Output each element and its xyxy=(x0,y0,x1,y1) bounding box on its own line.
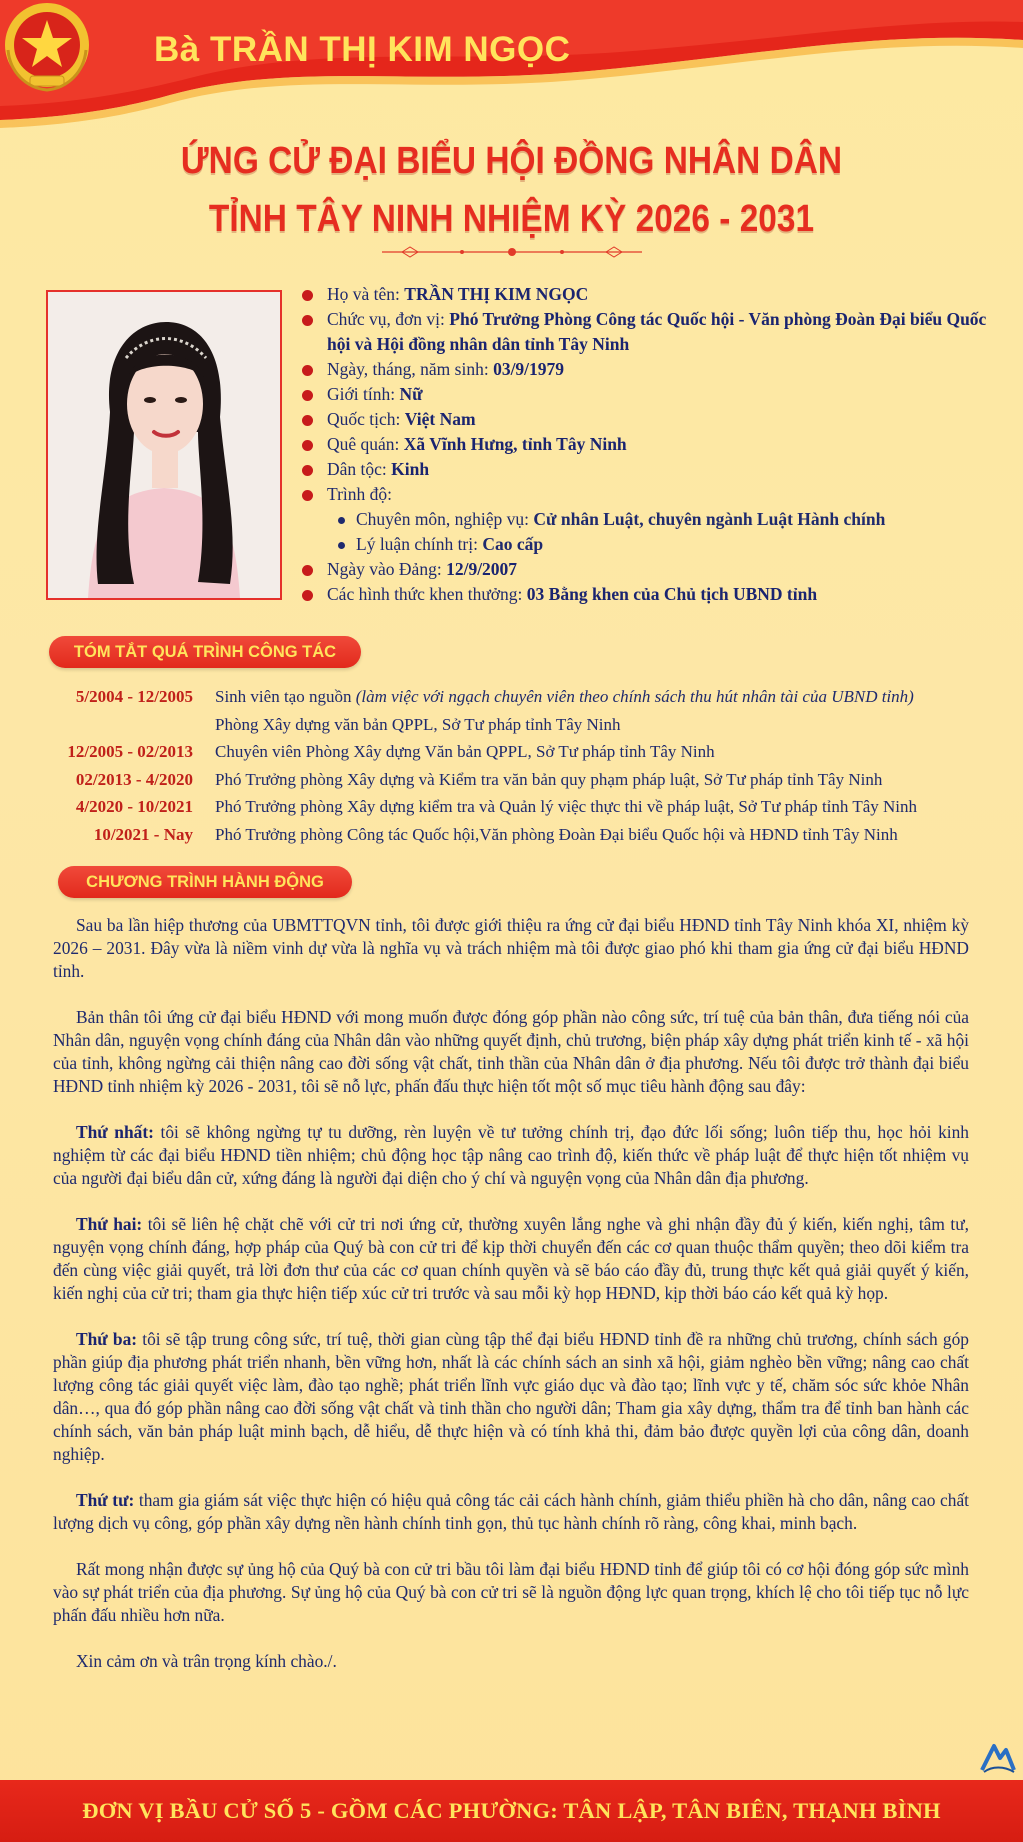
info-full-name: Họ và tên: TRẦN THỊ KIM NGỌC xyxy=(300,282,1000,307)
action-program-heading: CHƯƠNG TRÌNH HÀNH ĐỘNG xyxy=(58,866,352,898)
national-emblem-icon xyxy=(0,0,94,94)
red-dot-bullet-icon xyxy=(302,365,313,376)
paragraph-appeal: Rất mong nhận được sự ủng hộ của Quý bà con cử tri bầu tôi làm đại biểu HĐND tỉnh để giúp tôi có cơ hội đóng góp sức mình vào sự phát triển của địa phương. Sự ủng hộ của Quý bà con cử tri sẽ là nguồn động lực quan trọng, khích lệ cho tôi tiếp tục nỗ lực phấn đấu nhiều hơn nữa. xyxy=(53,1559,969,1625)
red-dot-bullet-icon xyxy=(302,465,313,476)
timeline-row xyxy=(40,683,1000,711)
publisher-logo-icon xyxy=(980,1740,1016,1774)
work-history-list xyxy=(40,683,1000,848)
timeline-text: Phó Trưởng phòng Xây dựng và Kiểm tra văn bản quy phạm pháp luật, Sở Tư pháp tỉnh Tây Ninh xyxy=(215,769,883,789)
paragraph-intro: Sau ba lần hiệp thương của UBMTTQVN tỉnh, tôi được giới thiệu ra ứng cử đại biểu HĐND tỉnh Tây Ninh khóa XI, nhiệm kỳ 2026 – 2031. Đây vừa là niềm vinh dự vừa là nghĩa vụ và trách nhiệm mà tôi được giao phó khi tham gia ứng cử đại biểu HĐND tỉnh. xyxy=(53,915,969,981)
timeline-date: 5/2004 - 12/2005 xyxy=(75,687,193,706)
paragraph-motivation: Bản thân tôi ứng cử đại biểu HĐND với mong muốn được đóng góp phần nào công sức, trí tuệ của bản thân, đưa tiếng nói của Nhân dân, nguyện vọng chính đáng của Nhân dân vào những quyết định, chủ trương, biện pháp xây dựng phát triển kinh tế - xã hội của tỉnh, không ngừng cải thiện nâng cao đời sống vật chất, tinh thần của Nhân dân ở địa phương. Nếu tôi được trở thành đại biểu HĐND tỉnh nhiệm kỳ 2026 - 2031, tôi sẽ nỗ lực, phấn đấu thực hiện tốt một số mục tiêu hành động sau đây: xyxy=(53,1007,969,1096)
electoral-unit-footer: ĐƠN VỊ BẦU CỬ SỐ 5 - GỒM CÁC PHƯỜNG: TÂN LẬP, TÂN BIÊN, THẠNH BÌNH xyxy=(0,1780,1023,1842)
timeline-row xyxy=(40,793,1000,821)
candidate-name-header: Bà TRẦN THỊ KIM NGỌC xyxy=(154,30,571,69)
timeline-text: Phó Trưởng phòng Xây dựng kiểm tra và Quản lý việc thực thi về pháp luật, Sở Tư pháp tỉnh Tây Ninh xyxy=(215,797,918,816)
page-title xyxy=(0,132,1023,248)
timeline-row xyxy=(40,821,1000,849)
info-gender: Giới tính: Nữ xyxy=(300,382,1000,407)
divider-ornament xyxy=(372,245,652,259)
timeline-row xyxy=(40,766,1000,794)
red-dot-bullet-icon xyxy=(302,440,313,451)
info-party-date: Ngày vào Đảng: 12/9/2007 xyxy=(300,557,1000,582)
action-program-body xyxy=(53,914,969,1696)
candidate-photo xyxy=(46,290,282,600)
red-dot-bullet-icon xyxy=(302,415,313,426)
timeline-text: Chuyên viên Phòng Xây dựng Văn bản QPPL, Sở Tư pháp tỉnh Tây Ninh xyxy=(215,742,715,761)
red-dot-bullet-icon xyxy=(302,390,313,401)
paragraph-goal-4: Thứ tư: tham gia giám sát việc thực hiện có hiệu quả công tác cải cách hành chính, giảm thiểu phiền hà cho dân, nâng cao chất lượng dịch vụ công, góp phần xây dựng nền hành chính tinh gọn, thủ tục hành chính rõ ràng, công khai, minh bạch. xyxy=(53,1490,969,1533)
red-dot-bullet-icon xyxy=(302,490,313,501)
timeline-date: 10/2021 - Nay xyxy=(93,824,193,844)
info-dob: Ngày, tháng, năm sinh: 03/9/1979 xyxy=(300,357,1000,382)
red-dot-bullet-icon xyxy=(302,565,313,576)
timeline-date: 12/2005 - 02/2013 xyxy=(67,742,193,761)
info-nationality: Quốc tịch: Việt Nam xyxy=(300,407,1000,432)
red-dot-bullet-icon xyxy=(302,315,313,326)
title-line-2: TỈNH TÂY NINH NHIỆM KỲ 2026 - 2031 xyxy=(208,198,815,240)
timeline-text: Sinh viên tạo nguồn (làm việc với ngạch chuyên viên theo chính sách thu hút nhân tài của UBND tỉnh) xyxy=(215,687,914,706)
paragraph-closing: Xin cảm ơn và trân trọng kính chào./. xyxy=(76,1651,337,1671)
paragraph-goal-1: Thứ nhất: tôi sẽ không ngừng tự tu dưỡng, rèn luyện về tư tưởng chính trị, đạo đức lối sống; luôn tiếp thu, học hỏi kinh nghiệm từ các đại biểu HĐND tiền nhiệm; chủ động học tập nâng cao trình độ, kiến thức về pháp luật để thực hiện tốt nhiệm vụ của người đại biểu dân cử, xứng đáng là người đại diện cho ý chí và nguyện vọng của Nhân dân địa phương. xyxy=(53,1122,969,1188)
bullet-icon xyxy=(338,517,345,524)
timeline-row xyxy=(40,711,1000,739)
timeline-text: Phó Trưởng phòng Công tác Quốc hội,Văn phòng Đoàn Đại biểu Quốc hội và HĐND tỉnh Tây Ninh xyxy=(215,824,898,844)
timeline-date xyxy=(40,711,193,739)
info-hometown: Quê quán: Xã Vĩnh Hưng, tỉnh Tây Ninh xyxy=(300,432,1000,457)
work-history-heading: TÓM TẮT QUÁ TRÌNH CÔNG TÁC xyxy=(49,636,361,668)
red-dot-bullet-icon xyxy=(302,290,313,301)
profile-info xyxy=(300,282,1000,607)
info-awards: Các hình thức khen thưởng: 03 Bằng khen của Chủ tịch UBND tỉnh xyxy=(300,582,1000,607)
info-politics: Lý luận chính trị: Cao cấp xyxy=(300,532,1000,557)
info-ethnicity: Dân tộc: Kinh xyxy=(300,457,1000,482)
timeline-date: 4/2020 - 10/2021 xyxy=(75,797,193,816)
timeline-date: 02/2013 - 4/2020 xyxy=(75,769,193,789)
paragraph-goal-2: Thứ hai: tôi sẽ liên hệ chặt chẽ với cử tri nơi ứng cử, thường xuyên lắng nghe và ghi nhận đầy đủ ý kiến, kiến nghị, tâm tư, nguyện vọng chính đáng, hợp pháp của Quý bà con cử tri để kịp thời chuyển đến các cơ quan thuộc thẩm quyền; theo dõi kiểm tra đến cùng việc giải quyết, trả lời đơn thư của các cơ quan chính quyền và sẽ báo cáo đầy đủ, trung thực kết quả giải quyết ý kiến, kiến nghị của cử tri; tham gia thực hiện tiếp xúc cử tri trước và sau mỗi kỳ họp HĐND, kịp thời báo cáo kết quả kỳ họp. xyxy=(53,1214,970,1303)
timeline-text: Phòng Xây dựng văn bản QPPL, Sở Tư pháp tỉnh Tây Ninh xyxy=(215,714,621,734)
paragraph-goal-3: Thứ ba: tôi sẽ tập trung công sức, trí tuệ, thời gian cùng tập thể đại biểu HĐND tỉnh đề ra những chủ trương, chính sách góp phần giúp địa phương phát triển nhanh, bền vững hơn, nhất là các chính sách an sinh xã hội, giảm nghèo bền vững; nâng cao chất lượng công tác giải quyết việc làm, đào tạo nghề; phát triển lĩnh vực giáo dục và đào tạo; lĩnh vực y tế, chăm sóc sức khỏe Nhân dân…, qua đó góp phần nâng cao đời sống vật chất và tinh thần cho người dân; Tham gia xây dựng, thẩm tra để tỉnh ban hành các chính sách, văn bản pháp luật minh bạch, dễ hiểu, dễ thực hiện và có tính khả thi, đảm bảo được quyền lợi của công dân, doanh nghiệp. xyxy=(53,1329,969,1464)
title-line-1: ỨNG CỬ ĐẠI BIỂU HỘI ĐỒNG NHÂN DÂN xyxy=(180,140,843,182)
info-position: Chức vụ, đơn vị: Phó Trưởng Phòng Công tác Quốc hội - Văn phòng Đoàn Đại biểu Quốc hội và Hội đồng nhân dân tỉnh Tây Ninh xyxy=(300,307,1000,357)
bullet-icon xyxy=(338,542,345,549)
info-education: Trình độ: xyxy=(300,482,1000,507)
timeline-row xyxy=(40,738,1000,766)
info-specialty: Chuyên môn, nghiệp vụ: Cử nhân Luật, chuyên ngành Luật Hành chính xyxy=(300,507,1000,532)
header-band xyxy=(0,0,1023,135)
red-dot-bullet-icon xyxy=(302,590,313,601)
